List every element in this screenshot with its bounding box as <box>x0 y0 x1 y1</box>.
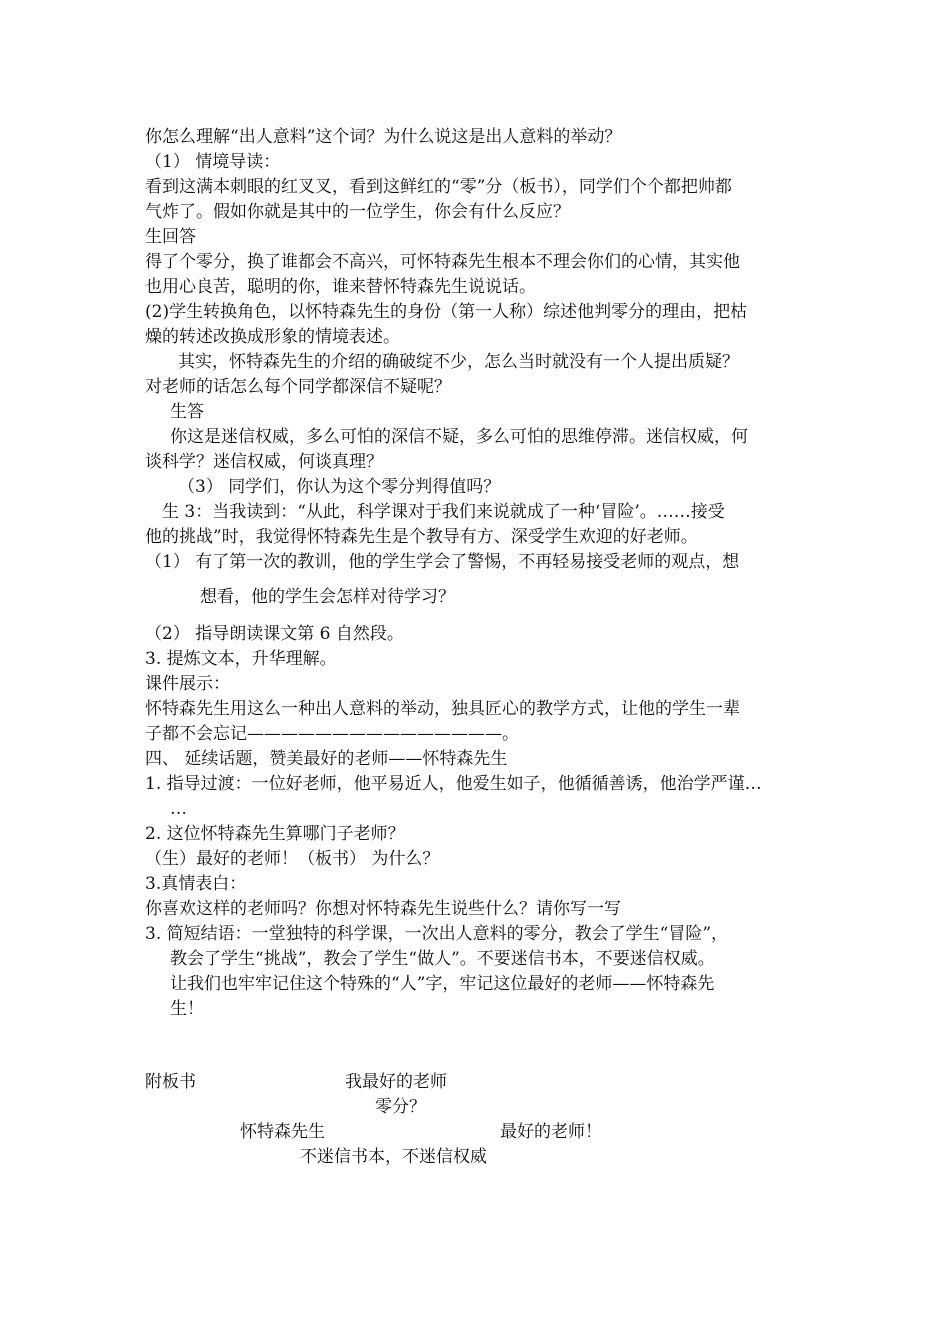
paragraph-line: 1. 指导过渡：一位好老师，他平易近人，他爱生如子，他循循善诱，他治学严谨… <box>145 774 762 794</box>
paragraph-line: 怀特森先生用这么一种出人意料的举动，独具匠心的教学方式，让他的学生一辈 <box>145 699 740 719</box>
paragraph-line: （生）最好的老师！（板书） 为什么？ <box>145 849 440 869</box>
paragraph-line: （2） 指导朗读课文第 6 自然段。 <box>145 624 404 644</box>
paragraph-line: 燥的转述改换成形象的情境表述。 <box>145 327 400 347</box>
paragraph-line: … <box>170 799 187 819</box>
paragraph-line: 他的挑战”时，我觉得怀特森先生是个教导有方、深受学生欢迎的好老师。 <box>145 527 698 547</box>
paragraph-line: 气炸了。假如你就是其中的一位学生，你会有什么反应？ <box>145 202 570 222</box>
paragraph-line: （1） 情境导读： <box>145 152 281 172</box>
board-bottom: 不迷信书本，不迷信权威 <box>300 1147 487 1167</box>
paragraph-line: 3.真情表白： <box>145 874 247 894</box>
paragraph-line: 3. 简短结语：一堂独特的科学课，一次出人意料的零分，教会了学生“冒险”， <box>145 924 729 944</box>
paragraph-line: 你喜欢这样的老师吗？你想对怀特森先生说些什么？请你写一写 <box>145 899 621 919</box>
paragraph-line: 生回答 <box>145 227 196 247</box>
paragraph-line: 其实，怀特森先生的介绍的确破绽不少，怎么当时就没有一个人提出质疑？ <box>178 352 739 372</box>
paragraph-line: 也用心良苦，聪明的你，谁来替怀特森先生说说话。 <box>145 277 536 297</box>
paragraph-line: 想看，他的学生会怎样对待学习？ <box>200 587 455 607</box>
paragraph-line: 3. 提炼文本，升华理解。 <box>145 649 337 669</box>
paragraph-line: 你怎么理解“出人意料”这个词？为什么说这是出人意料的举动？ <box>145 127 622 147</box>
paragraph-line: 生 3：当我读到：“从此，科学课对于我们来说就成了一种‘冒险’。……接受 <box>162 502 725 522</box>
paragraph-line: 2. 这位怀特森先生算哪门子老师？ <box>145 824 405 844</box>
board-left: 怀特森先生 <box>240 1122 325 1142</box>
paragraph-line: 你这是迷信权威，多么可怕的深信不疑，多么可怕的思维停滞。迷信权威，何 <box>170 427 748 447</box>
paragraph-line: 看到这满本刺眼的红叉叉，看到这鲜红的“零”分（板书），同学们个个都把帅都 <box>145 177 732 197</box>
board-label: 附板书 <box>145 1072 196 1092</box>
paragraph-line: 让我们也牢牢记住这个特殊的“人”字，牢记这位最好的老师——怀特森先 <box>170 974 715 994</box>
board-title: 我最好的老师 <box>345 1072 447 1092</box>
paragraph-line: 教会了学生“挑战”，教会了学生“做人”。不要迷信书本，不要迷信权威。 <box>170 949 715 969</box>
paragraph-line: 对老师的话怎么每个同学都深信不疑呢？ <box>145 377 451 397</box>
paragraph-line: 生答 <box>170 402 204 422</box>
board-zero: 零分？ <box>375 1097 426 1117</box>
paragraph-line: 课件展示： <box>145 674 230 694</box>
paragraph-line: (2)学生转换角色，以怀特森先生的身份（第一人称）综述他判零分的理由，把枯 <box>145 302 748 322</box>
paragraph-line: 得了个零分，换了谁都会不高兴，可怀特森先生根本不理会你们的心情，其实他 <box>145 252 740 272</box>
paragraph-line: （1） 有了第一次的教训，他的学生学会了警惕，不再轻易接受老师的观点，想 <box>145 552 740 572</box>
board-right: 最好的老师！ <box>500 1122 602 1142</box>
paragraph-line: （3） 同学们，你认为这个零分判得值吗？ <box>178 477 501 497</box>
paragraph-line: 生！ <box>170 999 204 1019</box>
paragraph-line: 谈科学？迷信权威，何谈真理？ <box>145 452 383 472</box>
section-heading: 四、 延续话题，赞美最好的老师——怀特森先生 <box>145 749 508 769</box>
paragraph-line: 子都不会忘记———————————————。 <box>145 724 519 744</box>
